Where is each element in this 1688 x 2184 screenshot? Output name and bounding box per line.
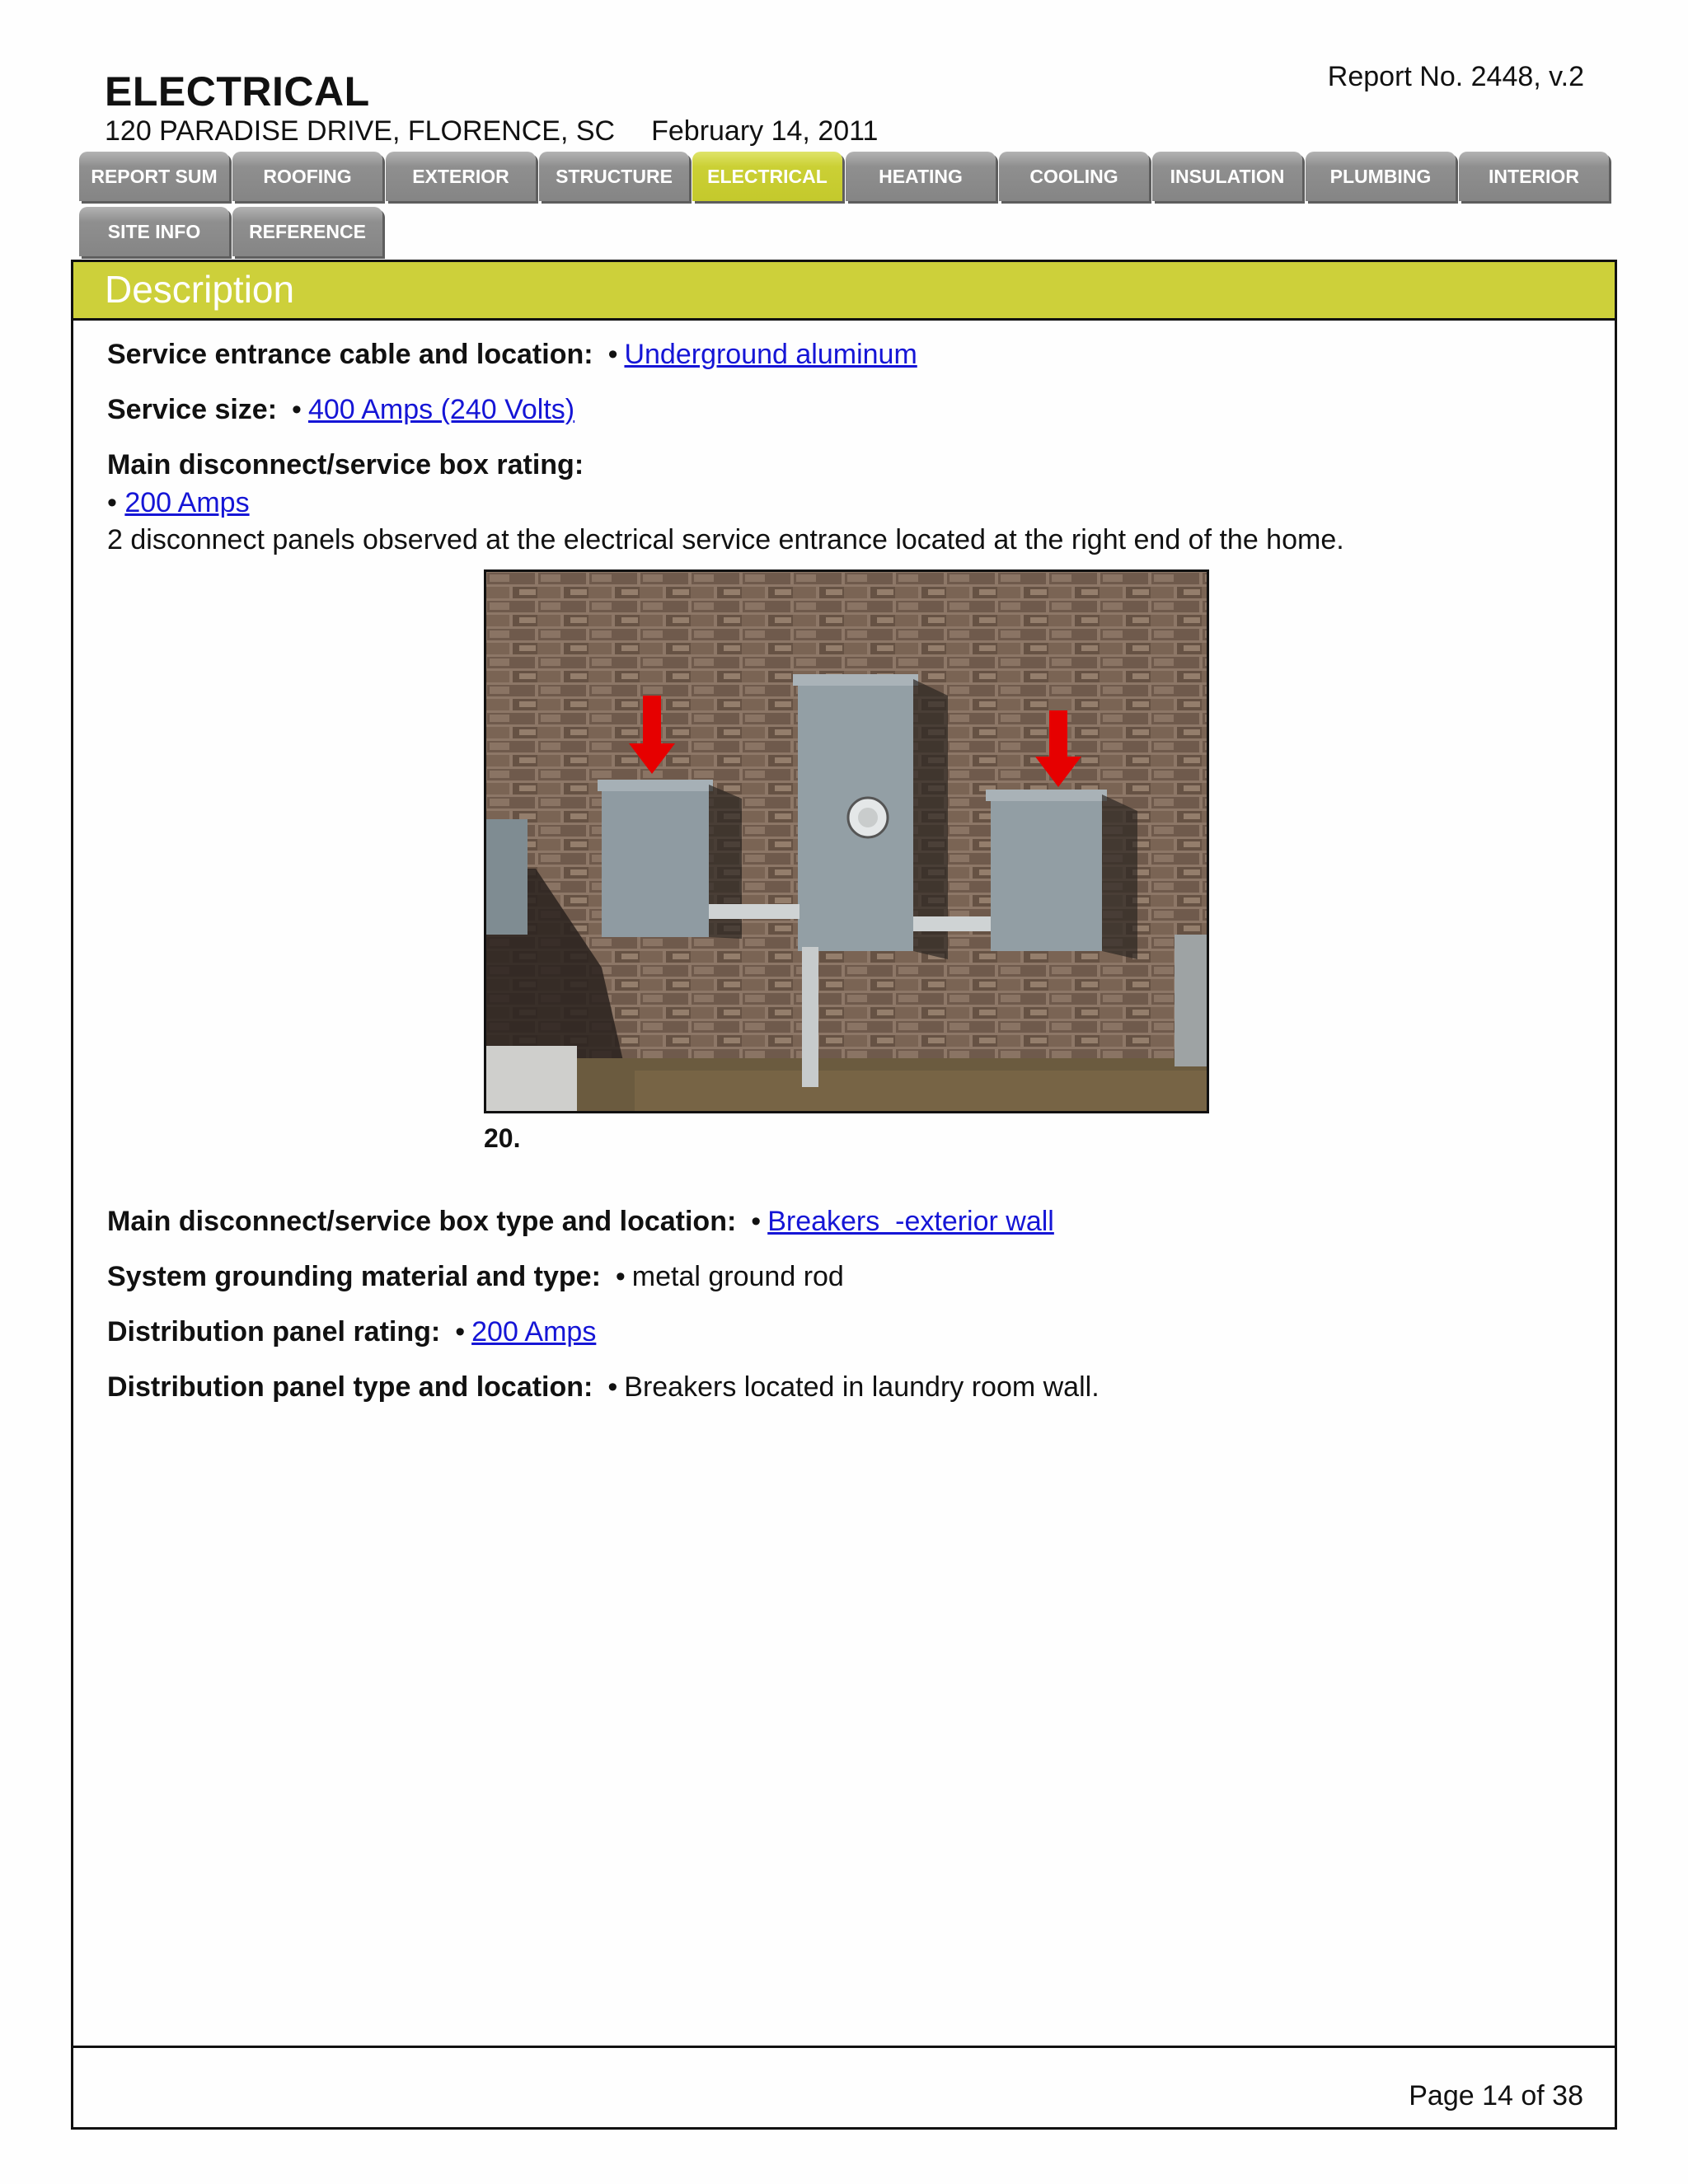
tab-cooling[interactable]: COOLING — [999, 152, 1149, 201]
footer-divider — [73, 2046, 1615, 2048]
item-value: Breakers located in laundry room wall. — [624, 1371, 1100, 1403]
bullet: • — [751, 1206, 762, 1237]
link-breakers-exterior-wall[interactable]: Breakers -exterior wall — [767, 1206, 1054, 1237]
item-label: Main disconnect/service box rating: — [107, 449, 584, 480]
tab-site-info[interactable]: SITE INFO — [79, 207, 229, 256]
link-400-amps[interactable]: 400 Amps (240 Volts) — [307, 394, 575, 425]
tab-exterior[interactable]: EXTERIOR — [386, 152, 536, 201]
tab-plumbing[interactable]: PLUMBING — [1306, 152, 1456, 201]
content-panel — [71, 260, 1617, 2130]
property-address: 120 PARADISE DRIVE, FLORENCE, SC — [105, 115, 616, 147]
item-note: 2 disconnect panels observed at the electrical service entrance located at the right end of the home. — [107, 524, 1344, 555]
page-number: Page 14 of 38 — [1409, 2080, 1583, 2111]
bullet: • — [607, 339, 618, 370]
tab-structure[interactable]: STRUCTURE — [539, 152, 689, 201]
item-distribution-type — [107, 1371, 1100, 1404]
tab-report-sum[interactable]: REPORT SUM — [79, 152, 229, 201]
photo-electrical-panels — [484, 569, 1209, 1113]
item-value: metal ground rod — [631, 1261, 844, 1292]
link-200-amps[interactable]: 200 Amps — [124, 487, 250, 518]
item-grounding — [107, 1261, 844, 1293]
link-200-amps-distribution[interactable]: 200 Amps — [471, 1316, 597, 1347]
item-label: Service size: — [107, 394, 278, 425]
bullet: • — [107, 487, 117, 518]
item-label: System grounding material and type: — [107, 1261, 601, 1292]
tab-insulation[interactable]: INSULATION — [1152, 152, 1302, 201]
tab-heating[interactable]: HEATING — [846, 152, 996, 201]
bullet: • — [455, 1316, 466, 1347]
item-label: Service entrance cable and location: — [107, 339, 593, 370]
report-number: Report No. 2448, v.2 — [1327, 61, 1584, 92]
item-label: Main disconnect/service box type and location: — [107, 1206, 737, 1237]
item-service-entrance — [107, 339, 917, 371]
bullet: • — [292, 394, 302, 425]
item-distribution-rating — [107, 1316, 596, 1348]
item-main-disconnect-rating — [107, 449, 598, 481]
bullet: • — [615, 1261, 626, 1292]
page-title: ELECTRICAL — [105, 68, 370, 115]
item-main-disconnect-rating-value — [107, 487, 250, 519]
section-header: Description — [73, 262, 1615, 321]
tab-reference[interactable]: REFERENCE — [232, 207, 382, 256]
item-service-size — [107, 394, 574, 426]
tab-row-2 — [79, 207, 1612, 256]
property-info — [105, 115, 878, 148]
tab-row-1 — [79, 152, 1612, 201]
item-label: Distribution panel rating: — [107, 1316, 441, 1347]
link-underground-aluminum[interactable]: Underground aluminum — [624, 339, 917, 370]
section-tabs — [79, 152, 1612, 262]
bullet: • — [607, 1371, 618, 1403]
item-main-disconnect-type — [107, 1206, 1054, 1238]
photo-caption: 20. — [484, 1123, 521, 1153]
item-label: Distribution panel type and location: — [107, 1371, 593, 1403]
tab-interior[interactable]: INTERIOR — [1459, 152, 1609, 201]
tab-roofing[interactable]: ROOFING — [232, 152, 382, 201]
inspection-date: February 14, 2011 — [651, 115, 879, 147]
tab-electrical[interactable]: ELECTRICAL — [692, 152, 842, 201]
